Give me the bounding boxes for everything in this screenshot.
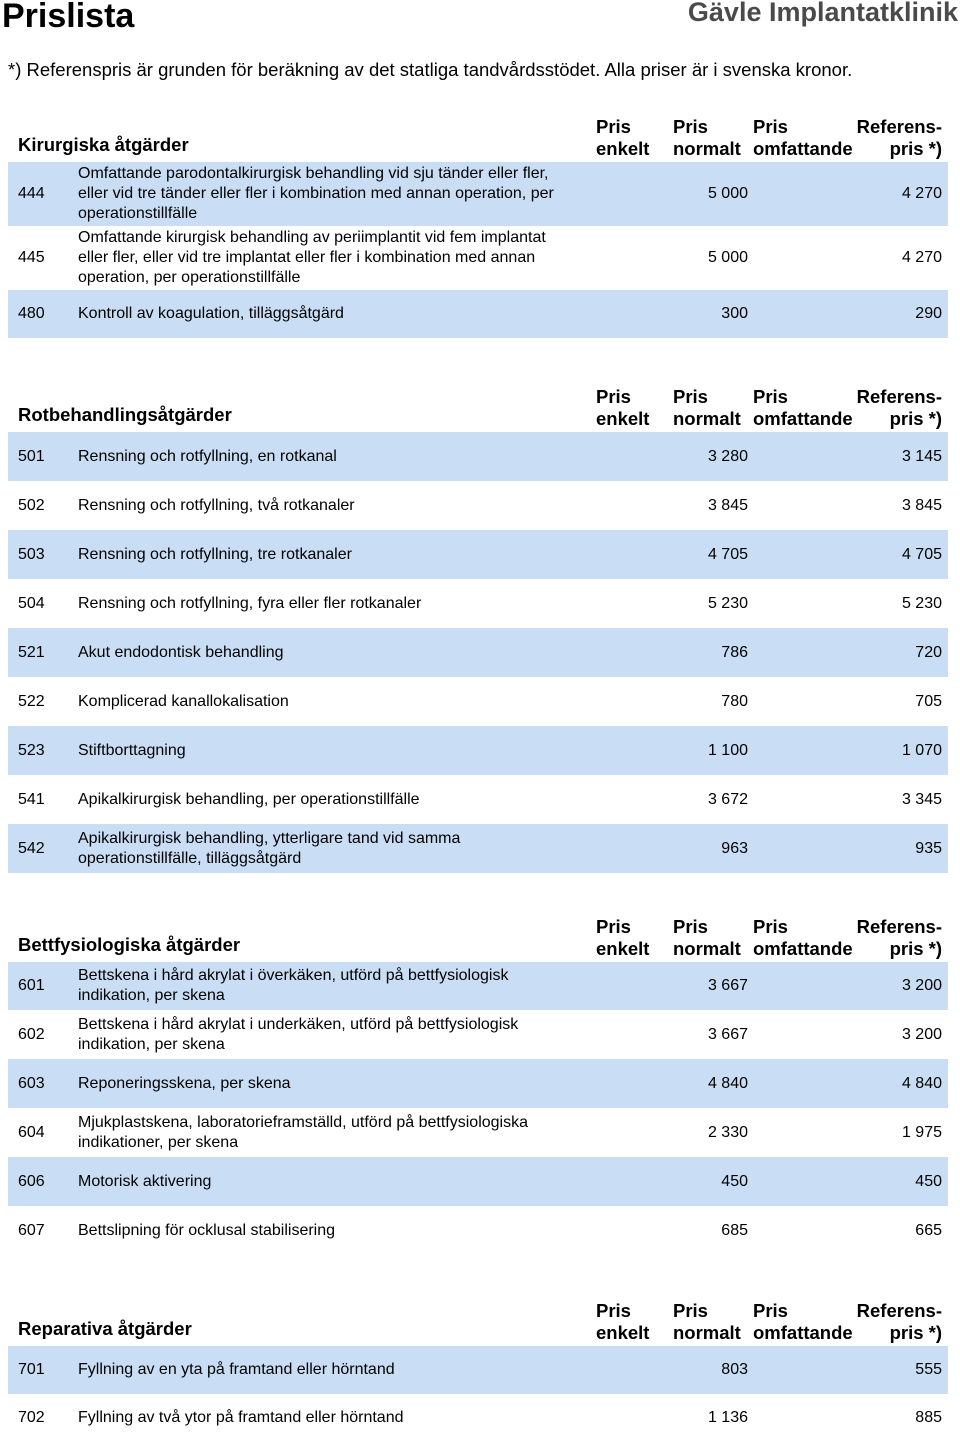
table-row — [8, 1394, 948, 1432]
table-row — [8, 677, 948, 726]
row-description: Fyllning av en yta på framtand eller hörntand — [78, 1361, 395, 1378]
row-code: 503 — [18, 545, 45, 563]
col-head-pris-omfattande: Pris omfattande — [753, 386, 853, 429]
row-price-normalt: 963 — [721, 839, 748, 857]
row-referenspris: 4 705 — [901, 545, 942, 563]
row-code: 521 — [18, 643, 45, 661]
col-head-referenspris: Referens- pris *) — [856, 916, 942, 959]
table-row — [8, 726, 948, 775]
row-referenspris: 4 270 — [901, 249, 942, 266]
price-rows — [8, 162, 948, 338]
row-price-normalt: 3 667 — [707, 1025, 748, 1043]
table-row — [8, 1346, 948, 1394]
col-head-pris-omfattande: Pris omfattande — [753, 916, 853, 959]
row-code: 445 — [18, 249, 45, 266]
col-head-pris-omfattande: Pris omfattande — [753, 1300, 853, 1343]
row-price-normalt: 780 — [721, 692, 748, 710]
row-price-normalt: 803 — [721, 1361, 748, 1378]
col-head-referenspris: Referens- pris *) — [856, 116, 942, 159]
footnote: *) Referenspris är grunden för beräkning av det statliga tandvårdsstödet. Alla priser är i svenska kronor. — [8, 59, 853, 80]
row-description: Omfattande kirurgisk behandling av periimplantit vid fem implantat eller fler, eller vid tre implantat eller fler i kombination med annan operation, per operationstillfälle — [78, 229, 546, 286]
row-referenspris: 3 200 — [901, 977, 942, 994]
row-description: Kontroll av koagulation, tilläggsåtgärd — [78, 305, 344, 322]
row-referenspris: 4 840 — [901, 1074, 942, 1092]
row-code: 602 — [18, 1025, 45, 1043]
row-description: Mjukplastskena, laboratorieframställd, utförd på bettfysiologiska indikationer, per skena — [78, 1113, 528, 1151]
row-price-normalt: 300 — [721, 305, 748, 322]
row-description: Akut endodontisk behandling — [78, 643, 284, 661]
row-referenspris: 3 200 — [901, 1025, 942, 1043]
table-row — [8, 162, 948, 226]
row-description: Reponeringsskena, per skena — [78, 1074, 291, 1092]
row-code: 501 — [18, 447, 45, 465]
page-title: Prislista — [2, 0, 135, 35]
col-head-pris-enkelt: Pris enkelt — [596, 116, 650, 159]
col-head-pris-enkelt: Pris enkelt — [596, 916, 650, 959]
row-referenspris: 290 — [915, 305, 942, 322]
row-code: 701 — [18, 1361, 45, 1378]
row-price-normalt: 1 136 — [707, 1409, 748, 1426]
section-title: Kirurgiska åtgärder — [18, 134, 189, 155]
row-description: Rensning och rotfyllning, två rotkanaler — [78, 496, 355, 514]
table-row — [8, 1157, 948, 1206]
col-head-pris-normalt: Pris normalt — [673, 116, 741, 159]
row-referenspris: 3 145 — [901, 447, 942, 465]
row-price-normalt: 4 840 — [707, 1074, 748, 1092]
table-row — [8, 1010, 948, 1059]
row-price-normalt: 3 672 — [707, 790, 748, 808]
row-price-normalt: 5 000 — [707, 185, 748, 202]
section-header — [8, 386, 948, 430]
row-price-normalt: 4 705 — [707, 545, 748, 563]
row-description: Motorisk aktivering — [78, 1172, 212, 1190]
section-header — [8, 916, 948, 960]
row-code: 604 — [18, 1123, 45, 1141]
table-row — [8, 824, 948, 873]
row-code: 606 — [18, 1172, 45, 1190]
row-referenspris: 1 070 — [901, 741, 942, 759]
row-code: 522 — [18, 692, 45, 710]
row-code: 603 — [18, 1074, 45, 1092]
col-head-pris-omfattande: Pris omfattande — [753, 116, 853, 159]
row-price-normalt: 1 100 — [707, 741, 748, 759]
row-description: Rensning och rotfyllning, en rotkanal — [78, 447, 337, 465]
col-head-referenspris: Referens- pris *) — [856, 1300, 942, 1343]
price-rows — [8, 962, 948, 1255]
table-row — [8, 628, 948, 677]
price-rows — [8, 1346, 948, 1432]
row-price-normalt: 3 667 — [707, 977, 748, 994]
row-code: 607 — [18, 1221, 45, 1239]
row-code: 541 — [18, 790, 45, 808]
row-price-normalt: 3 280 — [707, 447, 748, 465]
section-title: Rotbehandlingsåtgärder — [18, 404, 232, 425]
row-price-normalt: 5 230 — [707, 594, 748, 612]
row-price-normalt: 450 — [721, 1172, 748, 1190]
row-description: Bettslipning för ocklusal stabilisering — [78, 1221, 336, 1239]
table-row — [8, 1206, 948, 1255]
section-header — [8, 1300, 948, 1344]
row-referenspris: 720 — [915, 643, 942, 661]
row-price-normalt: 2 330 — [707, 1123, 748, 1141]
row-price-normalt: 685 — [721, 1221, 748, 1239]
table-row — [8, 530, 948, 579]
table-row — [8, 1108, 948, 1157]
row-price-normalt: 3 845 — [707, 496, 748, 514]
col-head-pris-enkelt: Pris enkelt — [596, 1300, 650, 1343]
section-rotbehandling — [8, 386, 948, 873]
row-code: 502 — [18, 496, 45, 514]
table-row — [8, 290, 948, 338]
row-price-normalt: 786 — [721, 643, 748, 661]
row-description: Omfattande parodontalkirurgisk behandling vid sju tänder eller fler, eller vid tre tänder eller fler i kombination med annan operation, per operationstillfälle — [78, 165, 554, 222]
row-code: 542 — [18, 839, 45, 857]
section-kirurgiska — [8, 116, 948, 338]
row-description: Bettskena i hård akrylat i underkäken, utförd på bettfysiologisk indikation, per skena — [78, 1015, 519, 1053]
col-head-pris-normalt: Pris normalt — [673, 916, 741, 959]
row-referenspris: 885 — [915, 1409, 942, 1426]
section-reparativa — [8, 1300, 948, 1432]
row-description: Rensning och rotfyllning, fyra eller fler rotkanaler — [78, 594, 422, 612]
row-description: Apikalkirurgisk behandling, per operationstillfälle — [78, 790, 420, 808]
row-referenspris: 450 — [915, 1172, 942, 1190]
section-title: Reparativa åtgärder — [18, 1318, 192, 1339]
table-row — [8, 481, 948, 530]
row-description: Fyllning av två ytor på framtand eller hörntand — [78, 1409, 404, 1426]
table-row — [8, 962, 948, 1010]
table-row — [8, 579, 948, 628]
row-code: 444 — [18, 185, 45, 202]
row-referenspris: 665 — [915, 1221, 942, 1239]
row-code: 480 — [18, 305, 45, 322]
section-title: Bettfysiologiska åtgärder — [18, 934, 241, 955]
row-description: Apikalkirurgisk behandling, ytterligare tand vid samma operationstillfälle, tilläggsåtgärd — [78, 829, 461, 867]
clinic-name: Gävle Implantatklinik — [687, 0, 958, 27]
table-row — [8, 775, 948, 824]
row-referenspris: 705 — [915, 692, 942, 710]
row-referenspris: 4 270 — [901, 185, 942, 202]
row-referenspris: 3 345 — [901, 790, 942, 808]
section-header — [8, 116, 948, 160]
row-description: Rensning och rotfyllning, tre rotkanaler — [78, 545, 352, 563]
row-description: Komplicerad kanallokalisation — [78, 692, 289, 710]
row-description: Bettskena i hård akrylat i överkäken, utförd på bettfysiologisk indikation, per skena — [78, 967, 509, 1004]
row-price-normalt: 5 000 — [707, 249, 748, 266]
col-head-referenspris: Referens- pris *) — [856, 386, 942, 429]
section-bettfysiologiska — [8, 916, 948, 1255]
row-code: 702 — [18, 1409, 45, 1426]
col-head-pris-normalt: Pris normalt — [673, 386, 741, 429]
col-head-pris-enkelt: Pris enkelt — [596, 386, 650, 429]
row-referenspris: 555 — [915, 1361, 942, 1378]
row-referenspris: 935 — [915, 839, 942, 857]
table-row — [8, 1059, 948, 1108]
row-code: 504 — [18, 594, 45, 612]
row-code: 523 — [18, 741, 45, 759]
row-referenspris: 5 230 — [901, 594, 942, 612]
row-description: Stiftborttagning — [78, 741, 186, 759]
table-row — [8, 432, 948, 481]
col-head-pris-normalt: Pris normalt — [673, 1300, 741, 1343]
row-code: 601 — [18, 977, 45, 994]
row-referenspris: 1 975 — [901, 1123, 942, 1141]
price-rows — [8, 432, 948, 873]
row-referenspris: 3 845 — [901, 496, 942, 514]
table-row — [8, 226, 948, 290]
